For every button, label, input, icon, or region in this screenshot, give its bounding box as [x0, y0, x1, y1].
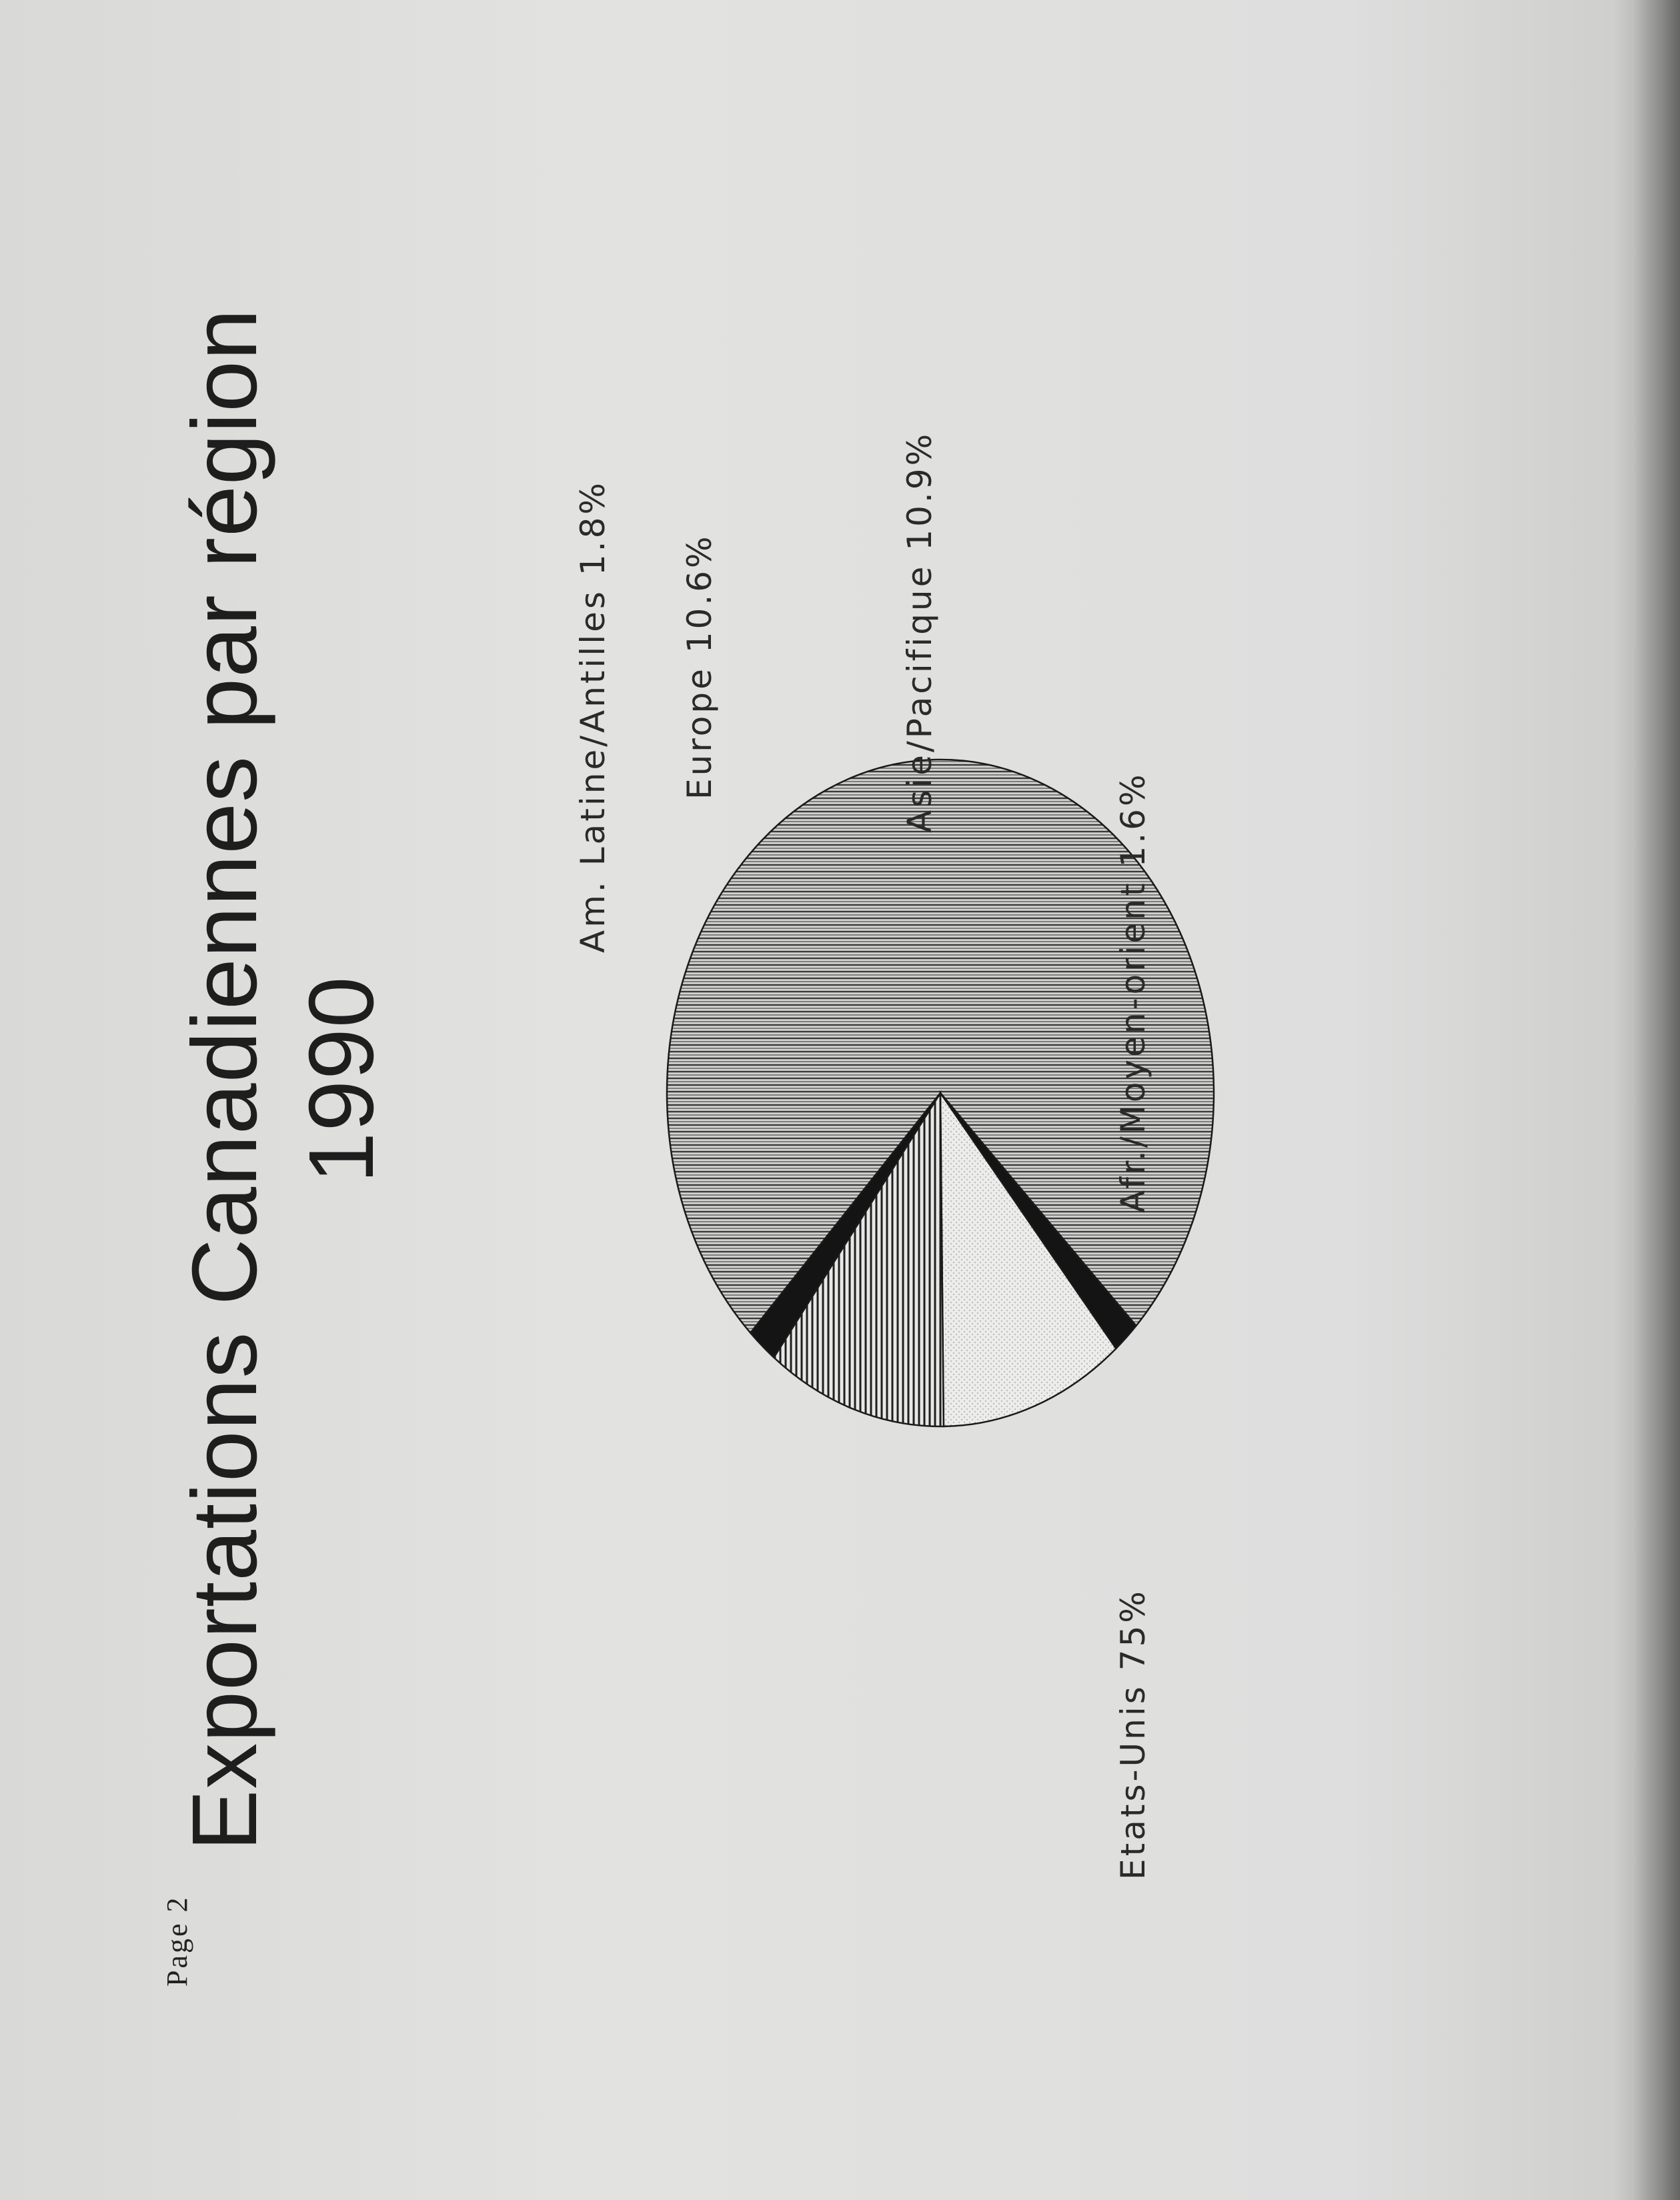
binding-shadow — [1633, 0, 1680, 2200]
page-number: Page 2 — [161, 1895, 193, 1987]
slice-label-europe: Europe 10.6% — [680, 533, 719, 800]
slice-label-afr-moyen-orient: Afr./Moyen-orient 1.6% — [1114, 772, 1152, 1213]
slice-label-asie-pacifique: Asie/Pacifique 10.9% — [900, 431, 939, 833]
slice-label-etats-unis: Etats-Unis 75% — [1114, 1588, 1152, 1880]
chart-title-line2: 1990 — [290, 976, 393, 1184]
slice-label-am-latine-antilles: Am. Latine/Antilles 1.8% — [574, 480, 612, 953]
chart-title-line1: Exportations Canadiennes par région — [173, 308, 276, 1851]
